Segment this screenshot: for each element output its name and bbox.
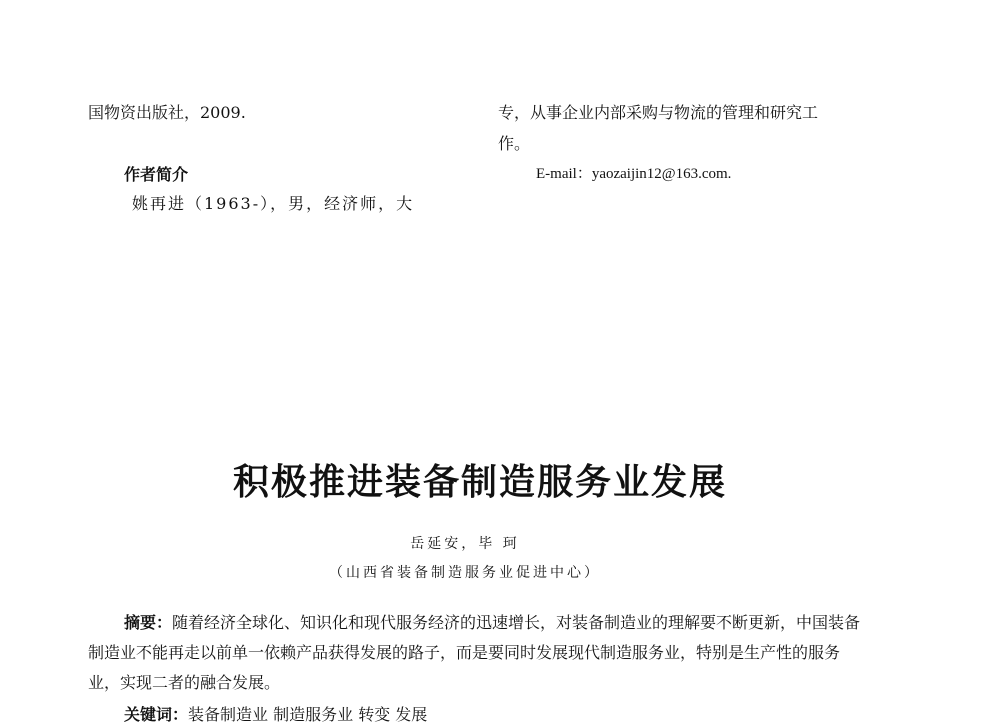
reference-continuation: 国物资出版社，2009. bbox=[88, 103, 246, 122]
keywords-text: 装备制造业 制造服务业 转变 发展 bbox=[188, 705, 428, 724]
article-affiliation: （山西省装备制造服务业促进中心） bbox=[329, 565, 601, 581]
author-bio-line-1: 姚再进（1963-），男，经济师，大 bbox=[132, 194, 415, 213]
abstract bbox=[88, 608, 868, 698]
author-bio-heading: 作者简介 bbox=[124, 165, 189, 184]
author-email: E-mail：yaozaijin12@163.com. bbox=[536, 166, 732, 182]
article-authors: 岳延安，毕 珂 bbox=[410, 536, 520, 552]
keywords bbox=[124, 702, 427, 725]
keywords-label: 关键词： bbox=[124, 705, 189, 724]
article-title: 积极推进装备制造服务业发展 bbox=[232, 462, 727, 503]
abstract-text: 随着经济全球化、知识化和现代服务经济的迅速增长，对装备制造业的理解要不断更新，中国装备制造业不能再走以前单一依赖产品获得发展的路子，而是要同时发展现代制造服务业，特别是生产性的服务业，实现二者的融合发展。 bbox=[88, 613, 861, 692]
abstract-label: 摘要： bbox=[124, 613, 173, 632]
author-bio-line-2: 专，从事企业内部采购与物流的管理和研究工 bbox=[498, 103, 819, 122]
author-bio-line-3: 作。 bbox=[498, 134, 531, 153]
